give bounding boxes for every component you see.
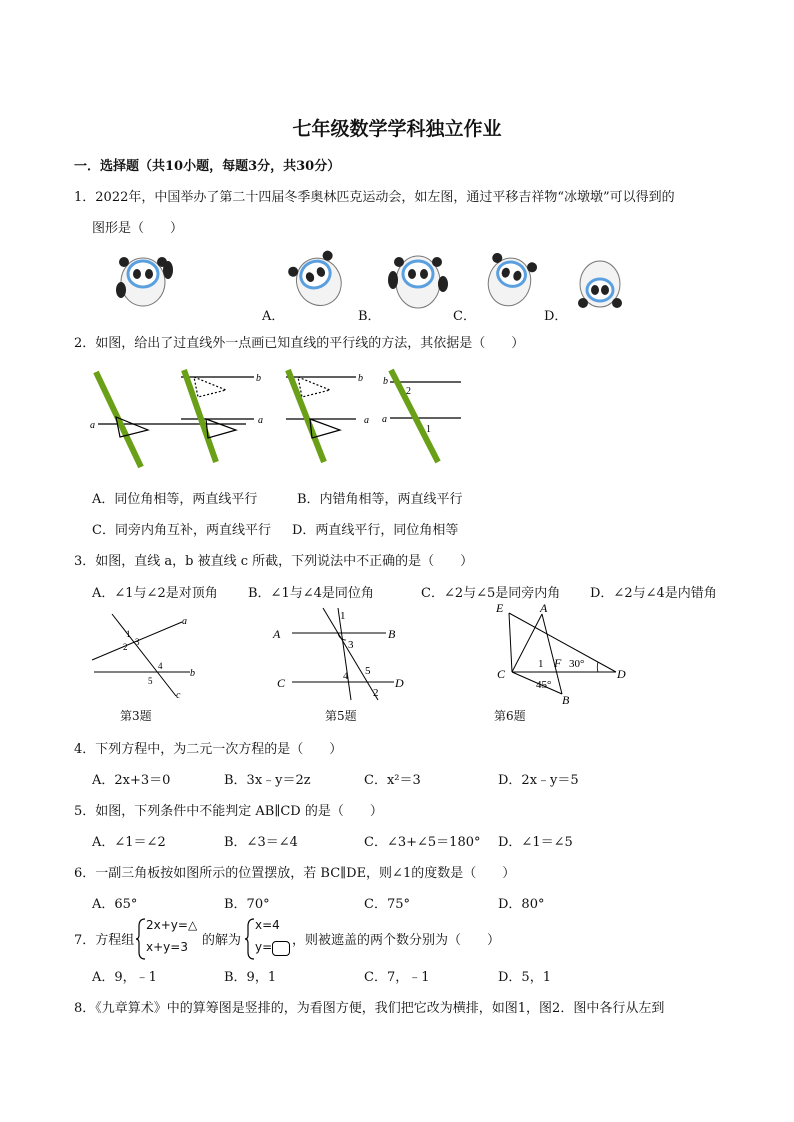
q7-solution-1: x=4 [255, 918, 280, 932]
fig5-label-3: 3 [348, 639, 354, 651]
q5-option-b: B．∠3＝∠4 [224, 835, 298, 850]
q1-option-c-label: C． [453, 309, 476, 324]
q4-option-d: D．2x﹣y＝5 [498, 773, 579, 788]
q4-stem: 4．下列方程中，为二元一次方程的是（ ） [74, 742, 343, 757]
q6-stem: 6．一副三角板按如图所示的位置摆放，若 BC∥DE，则∠1的度数是（ ） [74, 866, 516, 881]
fig6-label-F: F [554, 656, 562, 670]
fig3-label-a: a [182, 616, 187, 627]
fig6-label-30: 30° [569, 658, 585, 670]
q5-stem: 5．如图，下列条件中不能判定 AB∥CD 的是（ ） [74, 804, 383, 819]
fig6-label-D: D [617, 667, 626, 681]
fig3-label-c: c [176, 690, 181, 700]
q7-prefix: 7．方程组 [74, 933, 135, 948]
q2-figure [86, 362, 466, 472]
fig3-label-5: 5 [148, 676, 153, 686]
q4-option-a: A．2x+3＝0 [92, 773, 171, 788]
q2-fig-label-1: 1 [426, 424, 431, 435]
fig6-label-45: 45° [536, 679, 552, 691]
figure-5 [268, 606, 408, 702]
bing-dwen-dwen-option-c-image [478, 250, 542, 310]
q7-hidden-box [272, 941, 290, 956]
fig5-label-C: C [277, 676, 286, 690]
q2-fig-label-2: 2 [406, 386, 411, 397]
figure-3 [90, 610, 200, 700]
fig6-label-A: A [540, 601, 548, 615]
bing-dwen-dwen-option-b-image [385, 250, 451, 312]
q7-option-a: A．9，﹣1 [92, 970, 157, 985]
figure-5-caption: 第5题 [325, 709, 357, 723]
q7-option-c: C．7，﹣1 [364, 970, 430, 985]
q2-fig-label-a-3: a [364, 415, 369, 426]
q7-middle-text: 的解为 [202, 933, 242, 948]
q2-fig-label-a-2: a [258, 415, 263, 426]
q1-stem-line2: 图形是（ ） [92, 221, 184, 236]
q7-option-d: D．5，1 [498, 970, 551, 985]
q2-fig-label-b-2: b [256, 373, 261, 384]
fig6-label-1: 1 [538, 658, 544, 670]
q2-fig-label-a: a [90, 420, 95, 431]
fig5-label-A: A [273, 627, 281, 641]
q4-option-c: C．x²＝3 [364, 773, 421, 788]
q2-option-c: C．同旁内角互补，两直线平行 [92, 523, 271, 538]
bing-dwen-dwen-option-d-image [570, 254, 630, 314]
fig6-label-C: C [497, 667, 506, 681]
fig6-label-E: E [496, 601, 504, 615]
fig3-label-3: 3 [135, 637, 140, 647]
q2-option-d: D．两直线平行，同位角相等 [292, 523, 459, 538]
q3-stem: 3．如图，直线 a，b 被直线 c 所截，下列说法中不正确的是（ ） [74, 554, 474, 569]
fig5-label-4: 4 [343, 670, 349, 682]
figure-3-caption: 第3题 [120, 709, 152, 723]
q3-option-b: B．∠1与∠4是同位角 [248, 586, 374, 601]
q6-option-d: D．80° [498, 897, 545, 912]
q8-stem-line1: 8．《九章算术》中的算筹图是竖排的，为看图方便，我们把它改为横排，如图1，图2．图中各行从左到 [74, 1001, 665, 1016]
fig5-label-2: 2 [373, 687, 379, 699]
q1-stem-line1: 1．2022年，中国举办了第二十四届冬季奥林匹克运动会，如左图，通过平移吉祥物“冰墩墩”可以得到的 [74, 190, 675, 205]
q1-option-a-label: A． [262, 309, 285, 324]
section-heading: 一．选择题（共10小题，每题3分，共30分） [74, 159, 341, 174]
q7-equation-1: 2x+y=△ [146, 918, 198, 932]
q2-option-a: A．同位角相等，两直线平行 [92, 492, 258, 507]
fig6-label-B: B [562, 693, 570, 706]
bing-dwen-dwen-option-a-image [283, 250, 353, 310]
fig5-label-D: D [395, 676, 404, 690]
fig5-label-1: 1 [340, 610, 346, 622]
q3-option-c: C．∠2与∠5是同旁内角 [421, 586, 561, 601]
q2-fig-label-b-3: b [358, 373, 363, 384]
page-title: 七年级数学学科独立作业 [292, 118, 502, 140]
figure-6 [494, 598, 634, 706]
q7-solution-2: y= [255, 940, 273, 954]
q7-left-brace [136, 918, 146, 960]
q7-suffix: ，则被遮盖的两个数分别为（ ） [292, 933, 501, 948]
q1-option-b-label: B． [358, 309, 381, 324]
q5-option-d: D．∠1＝∠5 [498, 835, 573, 850]
q3-option-a: A．∠1与∠2是对顶角 [92, 586, 218, 601]
q6-option-c: C．75° [364, 897, 410, 912]
fig5-label-5: 5 [365, 665, 371, 677]
q2-fig-label-a-4: a [382, 414, 387, 425]
q2-fig-label-b-4: b [383, 376, 388, 387]
fig3-label-b: b [190, 668, 195, 679]
q7-equation-2: x+y=3 [146, 940, 188, 954]
fig3-label-1: 1 [126, 629, 131, 639]
fig5-label-B: B [388, 627, 396, 641]
q2-stem: 2．如图，给出了过直线外一点画已知直线的平行线的方法，其依据是（ ） [74, 336, 525, 351]
fig3-label-2: 2 [123, 642, 128, 652]
fig3-label-4: 4 [158, 661, 163, 671]
q6-option-a: A．65° [92, 897, 138, 912]
q4-option-b: B．3x﹣y＝2z [224, 773, 311, 788]
q5-option-a: A．∠1＝∠2 [92, 835, 166, 850]
q3-option-d: D．∠2与∠4是内错角 [590, 586, 717, 601]
q7-solution-brace [245, 918, 255, 960]
q7-option-b: B．9，1 [224, 970, 277, 985]
q2-option-b: B．内错角相等，两直线平行 [297, 492, 463, 507]
q1-option-d-label: D． [544, 309, 568, 324]
q5-option-c: C．∠3+∠5＝180° [364, 835, 481, 850]
q6-option-b: B．70° [224, 897, 270, 912]
bing-dwen-dwen-original-image [108, 250, 178, 308]
figure-6-caption: 第6题 [494, 709, 526, 723]
